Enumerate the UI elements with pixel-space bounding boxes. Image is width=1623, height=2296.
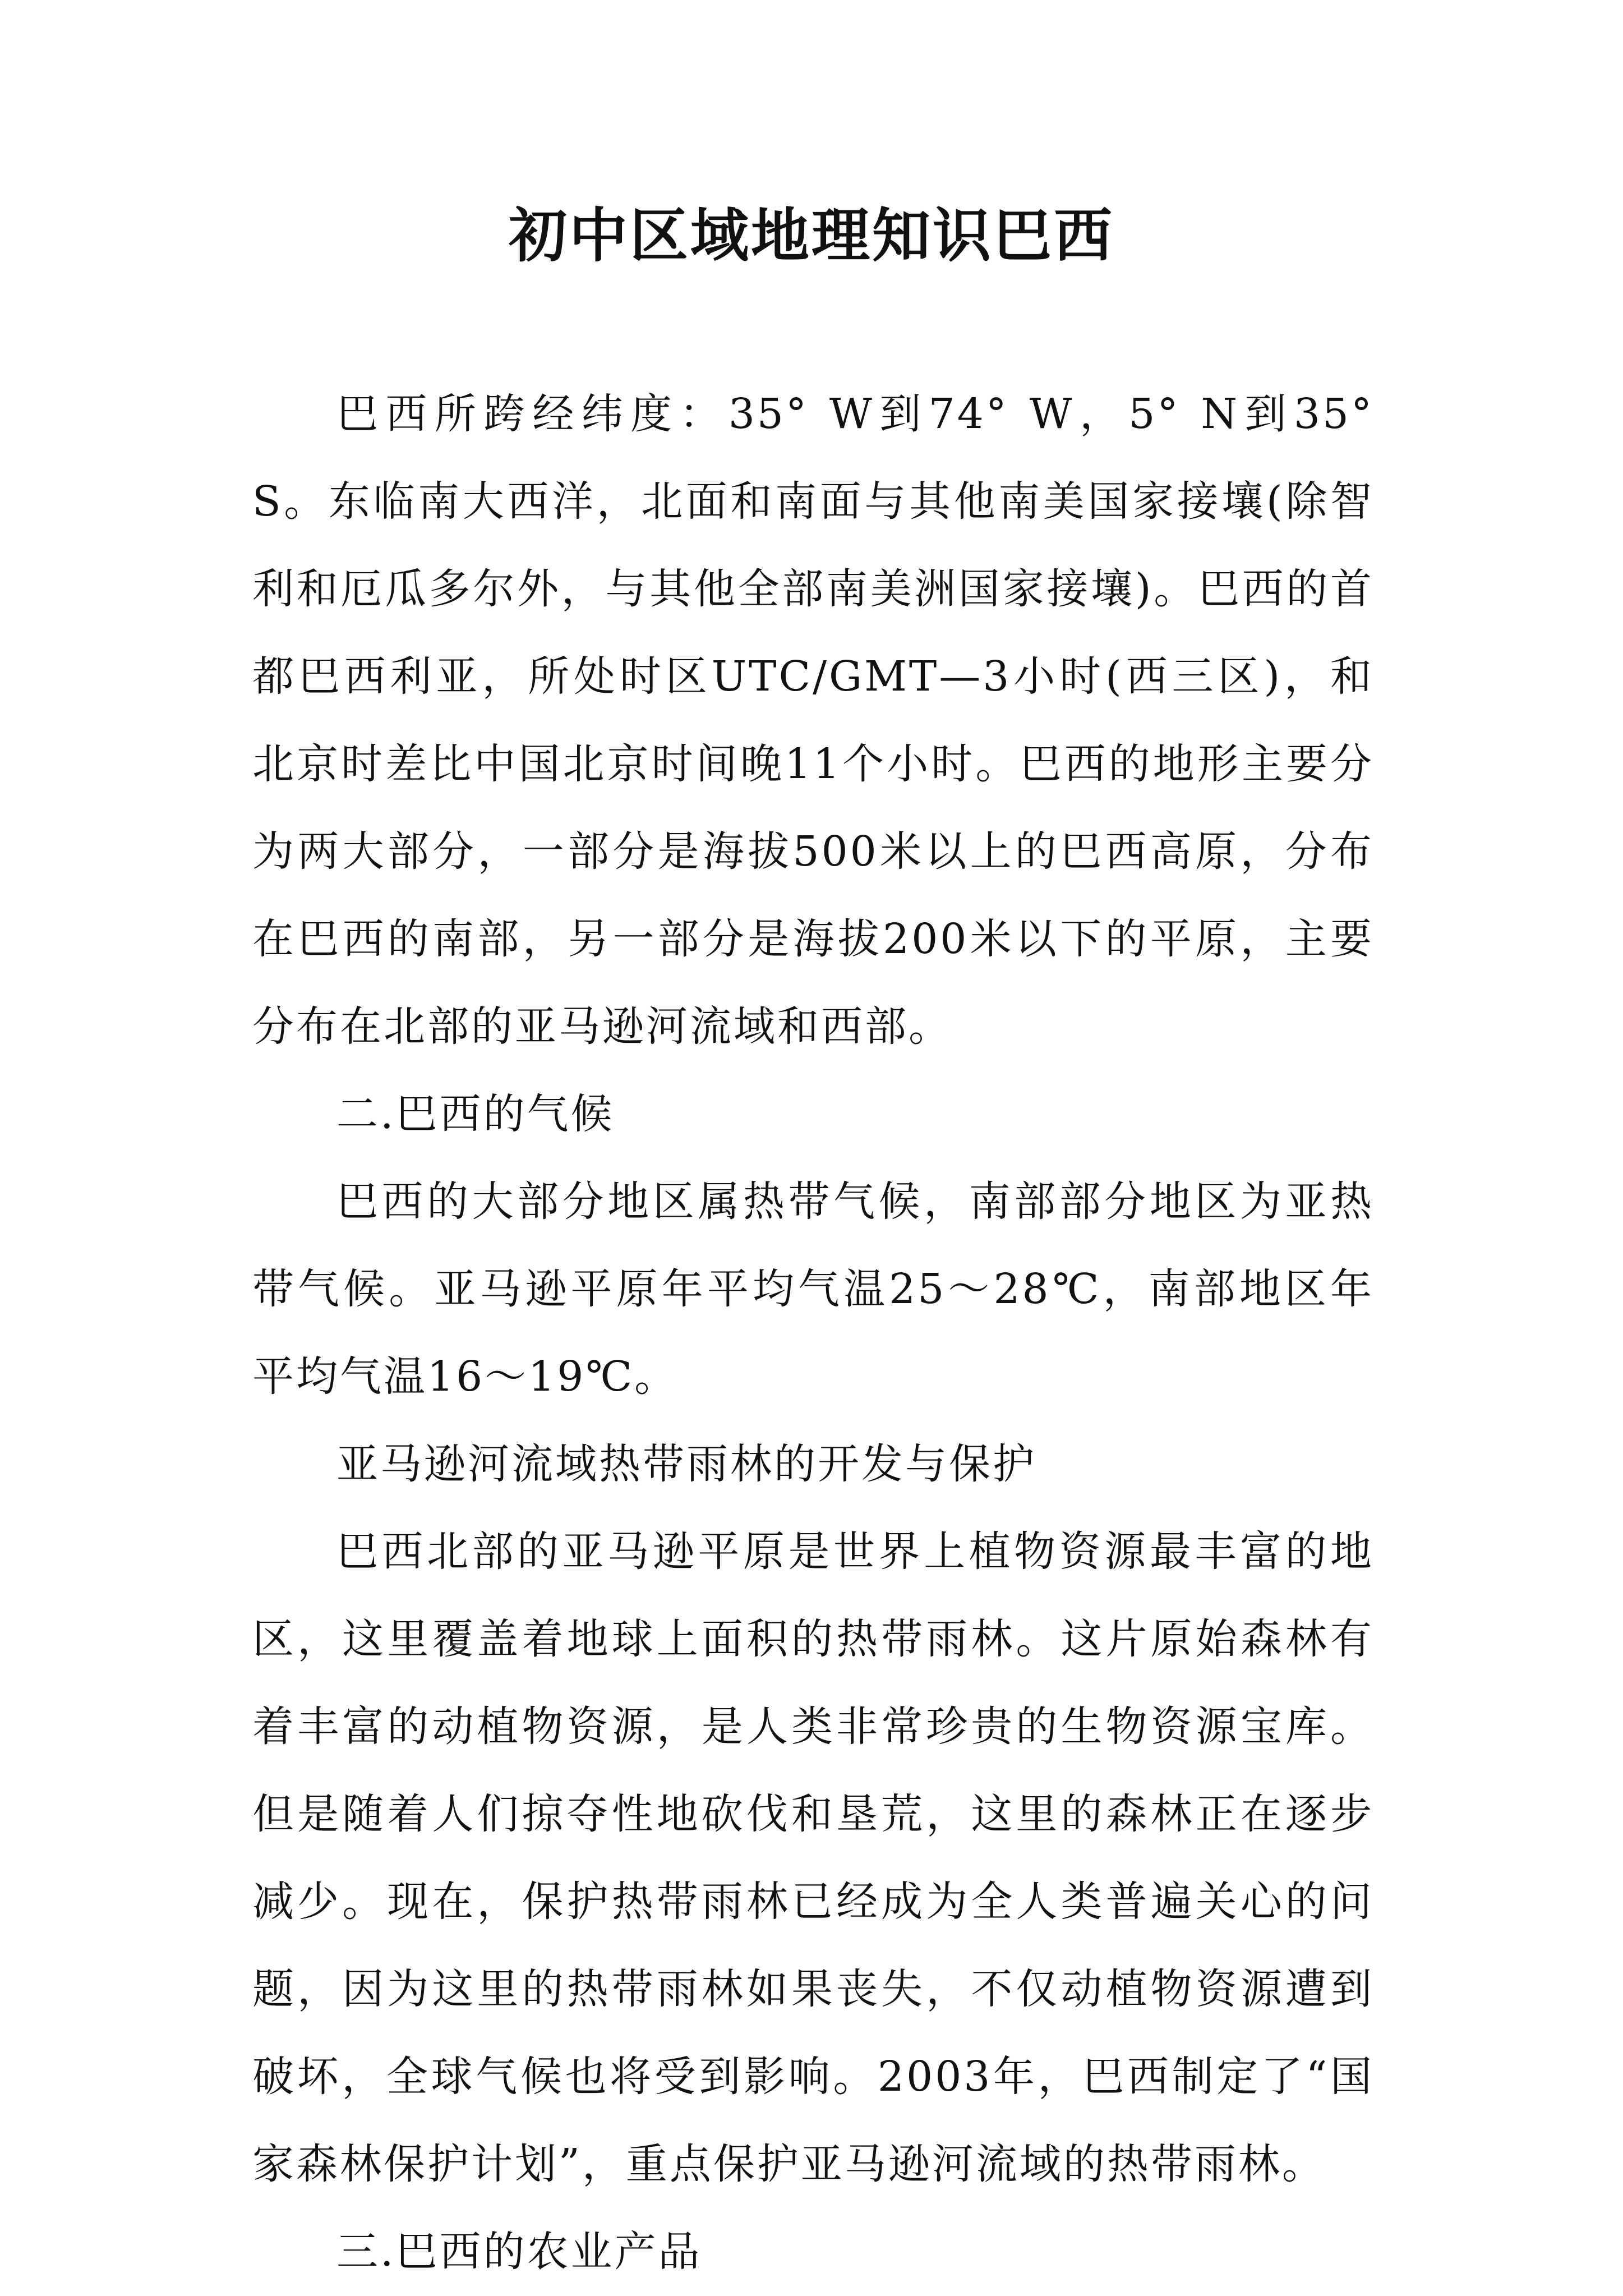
paragraph-climate: 巴西的大部分地区属热带气候，南部部分地区为亚热带气候。亚马逊平原年平均气温25～28℃，南部地区年平均气温16～19℃。	[252, 1177, 1374, 1401]
document-body	[252, 370, 1374, 2295]
section-heading-agriculture: 三.巴西的农业产品	[336, 2228, 702, 2276]
section-heading-climate: 二.巴西的气候	[336, 1090, 615, 1138]
section-heading-rainforest: 亚马逊河流域热带雨林的开发与保护	[336, 1440, 1036, 1488]
paragraph-rainforest: 巴西北部的亚马逊平原是世界上植物资源最丰富的地区，这里覆盖着地球上面积的热带雨林。这片原始森林有着丰富的动植物资源，是人类非常珍贵的生物资源宝库。但是随着人们掠夺性地砍伐和垦荒，这里的森林正在逐步减少。现在，保护热带雨林已经成为全人类普遍关心的问题，因为这里的热带雨林如果丧失，不仅动植物资源遭到破坏，全球气候也将受到影响。2003年，巴西制定了“国家森林保护计划”，重点保护亚马逊河流域的热带雨林。	[252, 1527, 1374, 2188]
document-title: 初中区域地理知识巴西	[508, 201, 1114, 270]
paragraph-geography-overview: 巴西所跨经纬度：35° W到74° W，5° N到35° S。东临南大西洋，北面和南面与其他南美国家接壤(除智利和厄瓜多尔外，与其他全部南美洲国家接壤)。巴西的首都巴西利亚，所处时区UTC/GMT—3小时(西三区)，和北京时差比中国北京时间晚11个小时。巴西的地形主要分为两大部分，一部分是海拔500米以上的巴西高原，分布在巴西的南部，另一部分是海拔200米以下的平原，主要分布在北部的亚马逊河流域和西部。	[252, 390, 1374, 1051]
